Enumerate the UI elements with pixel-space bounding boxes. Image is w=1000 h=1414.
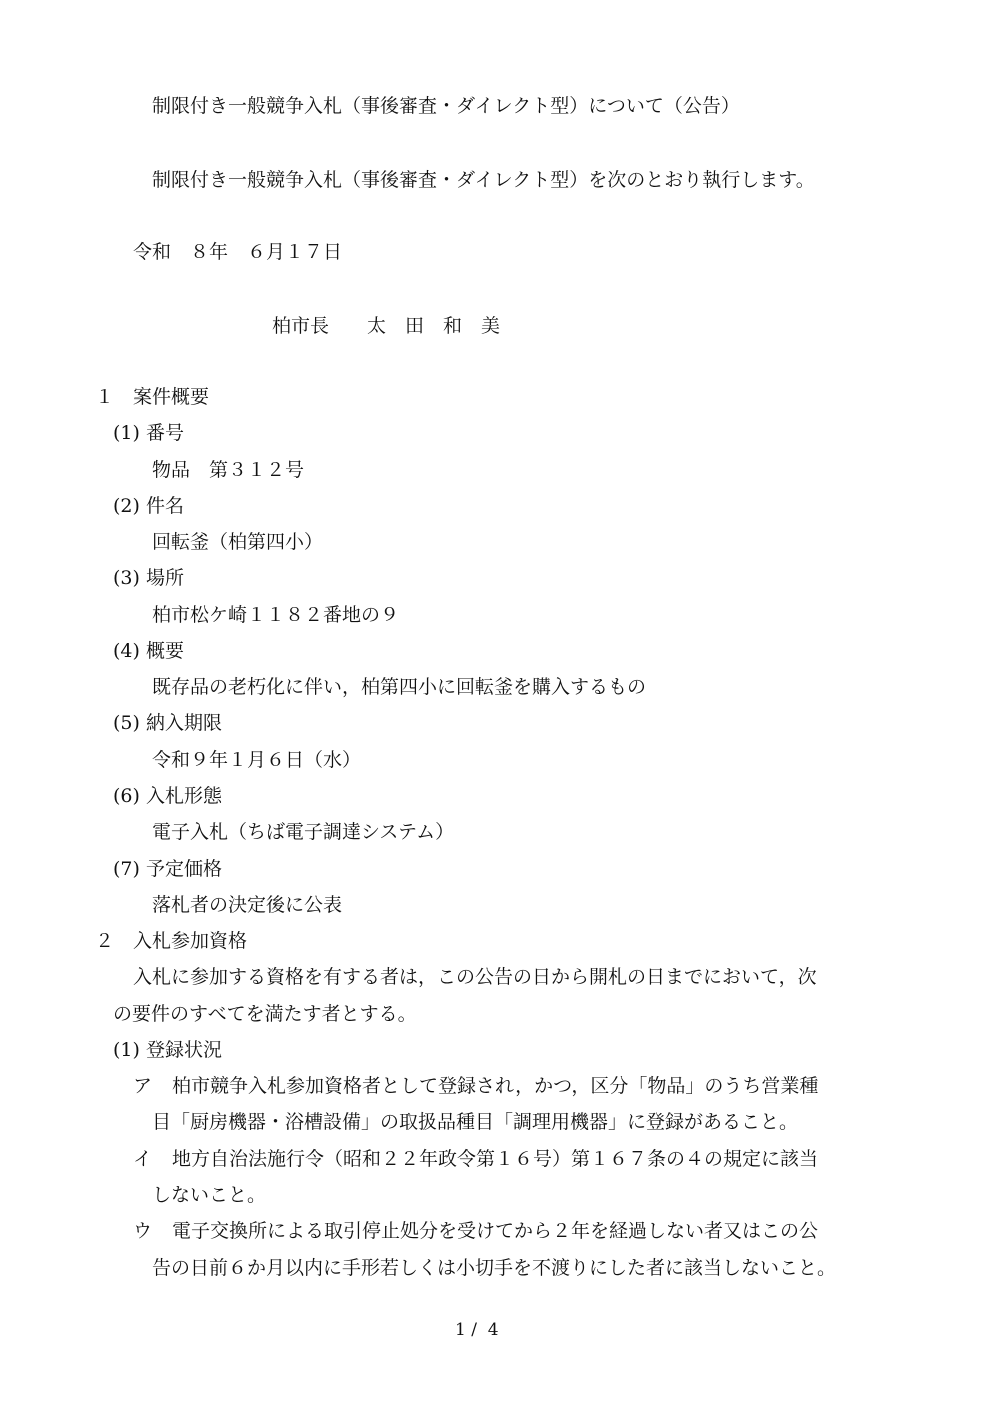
item-label: (2) 件名 — [113, 495, 184, 517]
section-heading-2: ２ 入札参加資格 — [95, 930, 248, 952]
section2-lead-line2: の要件のすべてを満たす者とする。 — [113, 1003, 417, 1025]
item-value: 令和９年１月６日（水） — [152, 749, 362, 771]
item-label: (4) 概要 — [113, 640, 184, 662]
clause-line: 地方自治法施行令（昭和２２年政令第１６号）第１６７条の４の規定に該当 — [172, 1148, 819, 1170]
item-label: (5) 納入期限 — [113, 712, 222, 734]
item-label: (3) 場所 — [113, 567, 184, 589]
item-value: 回転釜（柏第四小） — [152, 531, 324, 553]
clause-line: 電子交換所による取引停止処分を受けてから２年を経過しない者又はこの公 — [172, 1220, 819, 1242]
clause-line: しないこと。 — [152, 1184, 267, 1206]
item-value: 柏市松ケ崎１１８２番地の９ — [152, 604, 400, 626]
item-value: 電子入札（ちば電子調達システム） — [152, 821, 455, 843]
item-value: 物品 第３１２号 — [152, 459, 305, 481]
clause-mark: ウ — [133, 1220, 153, 1242]
page-number: 1 / 4 — [455, 1320, 499, 1340]
notice-date: 令和 ８年 ６月１７日 — [133, 241, 343, 263]
intro-text: 制限付き一般競争入札（事後審査・ダイレクト型）を次のとおり執行します。 — [152, 169, 815, 191]
item-value: 既存品の老朽化に伴い，柏第四小に回転釜を購入するもの — [152, 676, 647, 698]
section2-lead-line1: 入札に参加する資格を有する者は，この公告の日から開札の日までにおいて，次 — [133, 966, 817, 988]
clause-mark: イ — [133, 1148, 153, 1170]
item-value: 落札者の決定後に公表 — [152, 894, 343, 916]
section-heading-1: １ 案件概要 — [95, 386, 210, 408]
document-title: 制限付き一般競争入札（事後審査・ダイレクト型）について（公告） — [152, 95, 740, 117]
clause-line: 柏市競争入札参加資格者として登録され，かつ，区分「物品」のうち営業種 — [172, 1075, 819, 1097]
clause-mark: ア — [133, 1075, 153, 1097]
sub-heading: (1) 登録状況 — [113, 1039, 222, 1061]
item-label: (1) 番号 — [113, 422, 184, 444]
item-label: (6) 入札形態 — [113, 785, 222, 807]
clause-line: 告の日前６か月以内に手形若しくは小切手を不渡りにした者に該当しないこと。 — [152, 1257, 837, 1279]
clause-line: 目「厨房機器・浴槽設備」の取扱品種目「調理用機器」に登録があること。 — [152, 1111, 799, 1133]
issuer-name: 柏市長 太 田 和 美 — [272, 315, 501, 337]
item-label: (7) 予定価格 — [113, 858, 222, 880]
